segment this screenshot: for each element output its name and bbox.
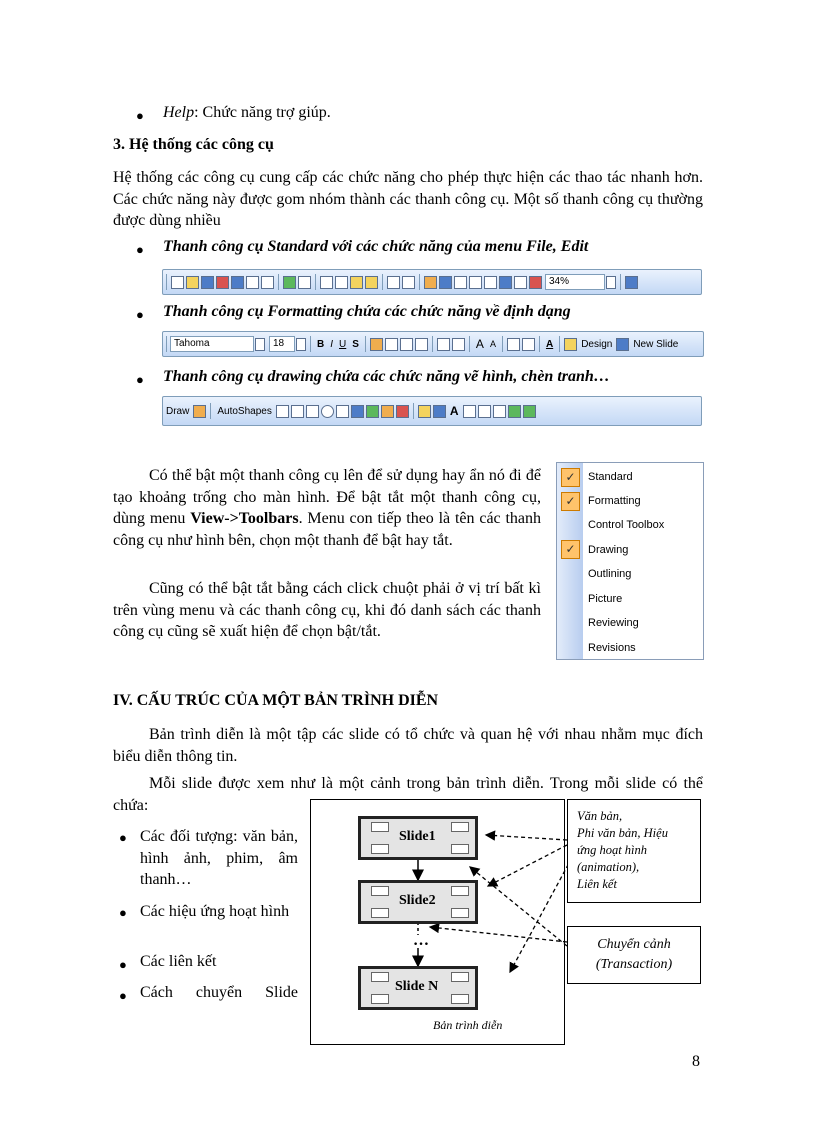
content-bullet-links: Các liên kết: [140, 953, 217, 970]
line-color-icon[interactable]: [433, 405, 446, 418]
bullet-dot: ●: [136, 242, 144, 257]
italic-button[interactable]: I: [330, 338, 334, 350]
drawing-toolbar: [162, 396, 702, 426]
bullet-formatting: Thanh công cụ Formatting chứa các chức năng về định dạng: [163, 303, 571, 320]
align-right-icon[interactable]: [400, 338, 413, 351]
menu-item-outlining[interactable]: Outlining: [588, 568, 632, 580]
text-box-icon[interactable]: [336, 405, 349, 418]
slide-table-icon: [371, 972, 389, 982]
paste-icon[interactable]: [350, 276, 363, 289]
menu-item-drawing[interactable]: Drawing: [588, 544, 629, 556]
standard-toolbar: [162, 269, 702, 295]
slide-image-icon: [371, 844, 389, 854]
insert-chart-icon[interactable]: [424, 276, 437, 289]
insert-picture-icon[interactable]: [396, 405, 409, 418]
page-number: 8: [692, 1053, 700, 1070]
increase-indent-icon[interactable]: [522, 338, 535, 351]
slide-media-icon: [451, 994, 469, 1004]
clip-art-icon[interactable]: [381, 405, 394, 418]
help-term: Help: [163, 104, 195, 121]
slide-box-1: [358, 816, 478, 860]
line-style-icon[interactable]: [463, 405, 476, 418]
copy-icon[interactable]: [335, 276, 348, 289]
bullets-icon[interactable]: [452, 338, 465, 351]
redo-icon[interactable]: [402, 276, 415, 289]
diagram-caption: Bản trình diễn: [433, 1018, 503, 1032]
design-icon: [564, 338, 577, 351]
slide-1-label: Slide1: [399, 829, 436, 844]
cut-icon[interactable]: [320, 276, 333, 289]
print-icon[interactable]: [246, 276, 259, 289]
align-left-icon[interactable]: [370, 338, 383, 351]
new-icon[interactable]: [171, 276, 184, 289]
design-button[interactable]: Design: [581, 338, 613, 350]
toggle-paragraph-1: Có thể bật một thanh công cụ lên để sử dụng hay ẩn nó đi để tạo khoảng trống cho màn hình. Để bật tắt một thanh công cụ, dùng menu View->Toolbars. Menu con tiếp theo là tên các thanh công cụ như hình bên, chọn một thanh để bật hay tắt.: [113, 467, 542, 549]
bullet-standard: Thanh công cụ Standard với các chức năng của menu File, Edit: [163, 238, 589, 255]
bullet-drawing: Thanh công cụ drawing chứa các chức năng vẽ hình, chèn tranh…: [163, 368, 610, 385]
arrow-icon[interactable]: [291, 405, 304, 418]
menu-item-control-toolbox[interactable]: Control Toolbox: [588, 519, 665, 531]
slide-picture-icon: [451, 972, 469, 982]
research-icon[interactable]: [298, 276, 311, 289]
diagram-icon[interactable]: [366, 405, 379, 418]
new-slide-button[interactable]: New Slide: [633, 338, 679, 350]
zoom-select[interactable]: 34%: [545, 274, 605, 290]
justify-icon[interactable]: [415, 338, 428, 351]
content-bullet-transition: Cách chuyển Slide: [140, 984, 298, 1001]
new-slide-icon: [616, 338, 629, 351]
formatting-toolbar: [162, 331, 704, 357]
section4-heading: IV. CẤU TRÚC CỦA MỘT BẢN TRÌNH DIỄN: [113, 692, 439, 709]
wordart-icon[interactable]: [351, 405, 364, 418]
slide-media-icon: [451, 844, 469, 854]
shrink-font-button[interactable]: A: [489, 339, 496, 349]
diagram-ellipsis: …: [413, 932, 429, 949]
toggle-paragraph-2: Cũng có thể bật tắt bằng cách click chuột phải ở vị trí bất kì trên vùng menu và các thanh công cụ, khi đó danh sách các thanh công cụ cũng sẽ xuất hiện để chọn bật/tắt.: [113, 580, 541, 640]
save-icon[interactable]: [201, 276, 214, 289]
slide-image-icon: [371, 908, 389, 918]
slide-picture-icon: [451, 822, 469, 832]
transition-note-box: Chuyển cảnh (Transaction): [567, 926, 701, 984]
slide-box-2: [358, 880, 478, 924]
dash-style-icon[interactable]: [478, 405, 491, 418]
toolbars-menu: [556, 462, 704, 660]
insert-hyperlink-icon[interactable]: [469, 276, 482, 289]
grid-icon[interactable]: [514, 276, 527, 289]
fill-color-icon[interactable]: [418, 405, 431, 418]
menu-item-reviewing[interactable]: Reviewing: [588, 617, 639, 629]
help-line: Help: Chức năng trợ giúp.: [163, 104, 331, 121]
format-painter-icon[interactable]: [365, 276, 378, 289]
align-center-icon[interactable]: [385, 338, 398, 351]
slide-picture-icon: [451, 886, 469, 896]
check-icon: ✓: [561, 540, 580, 559]
menu-item-formatting[interactable]: Formatting: [588, 495, 641, 507]
rectangle-icon[interactable]: [306, 405, 319, 418]
section4-paragraph-2: Mỗi slide được xem như là một cảnh trong bản trình diễn. Trong mỗi slide có thể chứa:: [113, 775, 703, 814]
font-size-select[interactable]: 18: [269, 336, 295, 352]
section3-paragraph: Hệ thống các công cụ cung cấp các chức năng cho phép thực hiện các thao tác nhanh hơn. Các chức năng này được gom nhóm thành các thanh công cụ. Một số thanh công cụ thường được dùng nhiều: [113, 169, 703, 229]
bold-button[interactable]: B: [317, 338, 325, 350]
slide-n-label: Slide N: [395, 979, 439, 994]
spelling-icon[interactable]: [283, 276, 296, 289]
expand-all-icon[interactable]: [484, 276, 497, 289]
font-select[interactable]: Tahoma: [170, 336, 254, 352]
undo-icon[interactable]: [387, 276, 400, 289]
content-bullet-objects: Các đối tượng: văn bản, hình ảnh, phim, âm thanh…: [140, 828, 298, 888]
check-icon: ✓: [561, 492, 580, 511]
shadow-button[interactable]: S: [352, 338, 359, 350]
size-dropdown-icon[interactable]: [296, 338, 306, 351]
shadow-style-icon[interactable]: [508, 405, 521, 418]
insert-table-icon[interactable]: [439, 276, 452, 289]
bullet-dot: ●: [136, 307, 144, 322]
3d-style-icon[interactable]: [523, 405, 536, 418]
tables-borders-icon[interactable]: [454, 276, 467, 289]
section4-paragraph-1: Bản trình diễn là một tập các slide có tổ chức và quan hệ với nhau nhằm mục đích biểu diễn thông tin.: [113, 726, 703, 765]
permission-icon[interactable]: [216, 276, 229, 289]
slide-image-icon: [371, 994, 389, 1004]
email-icon[interactable]: [231, 276, 244, 289]
draw-menu-button[interactable]: Draw: [166, 405, 190, 417]
menu-item-revisions[interactable]: Revisions: [588, 642, 636, 654]
slide-table-icon: [371, 822, 389, 832]
underline-button[interactable]: U: [339, 338, 347, 350]
autoshapes-menu-button[interactable]: AutoShapes: [217, 405, 272, 417]
zoom-dropdown-icon[interactable]: [606, 276, 616, 289]
help-icon[interactable]: [625, 276, 638, 289]
numbering-icon[interactable]: [437, 338, 450, 351]
check-icon: ✓: [561, 468, 580, 487]
show-formatting-icon[interactable]: [499, 276, 512, 289]
line-icon[interactable]: [276, 405, 289, 418]
content-bullet-effects: Các hiệu ứng hoạt hình: [140, 903, 290, 920]
slide-2-label: Slide2: [399, 893, 436, 908]
color-grayscale-icon[interactable]: [529, 276, 542, 289]
select-objects-icon[interactable]: [193, 405, 206, 418]
bullet-dot: ●: [136, 108, 144, 123]
font-dropdown-icon[interactable]: [255, 338, 265, 351]
bullet-dot: ●: [119, 957, 127, 972]
bullet-dot: ●: [119, 830, 127, 845]
content-note-box: Văn bản, Phi văn bản, Hiệu ứng hoạt hình (animation), Liên kết: [567, 799, 701, 903]
font-color-button[interactable]: A: [545, 338, 554, 350]
decrease-indent-icon[interactable]: [507, 338, 520, 351]
bullet-dot: ●: [119, 905, 127, 920]
grow-font-button[interactable]: A: [475, 337, 484, 351]
slide-box-n: [358, 966, 478, 1010]
arrow-style-icon[interactable]: [493, 405, 506, 418]
slide-media-icon: [451, 908, 469, 918]
drawing-font-color-button[interactable]: A: [449, 404, 459, 418]
bullet-dot: ●: [136, 372, 144, 387]
menu-item-standard[interactable]: Standard: [588, 471, 633, 483]
slide-table-icon: [371, 886, 389, 896]
print-preview-icon[interactable]: [261, 276, 274, 289]
section3-heading: 3. Hệ thống các công cụ: [113, 136, 274, 153]
bullet-dot: ●: [119, 988, 127, 1003]
open-icon[interactable]: [186, 276, 199, 289]
oval-icon[interactable]: [321, 405, 334, 418]
menu-item-picture[interactable]: Picture: [588, 593, 623, 605]
